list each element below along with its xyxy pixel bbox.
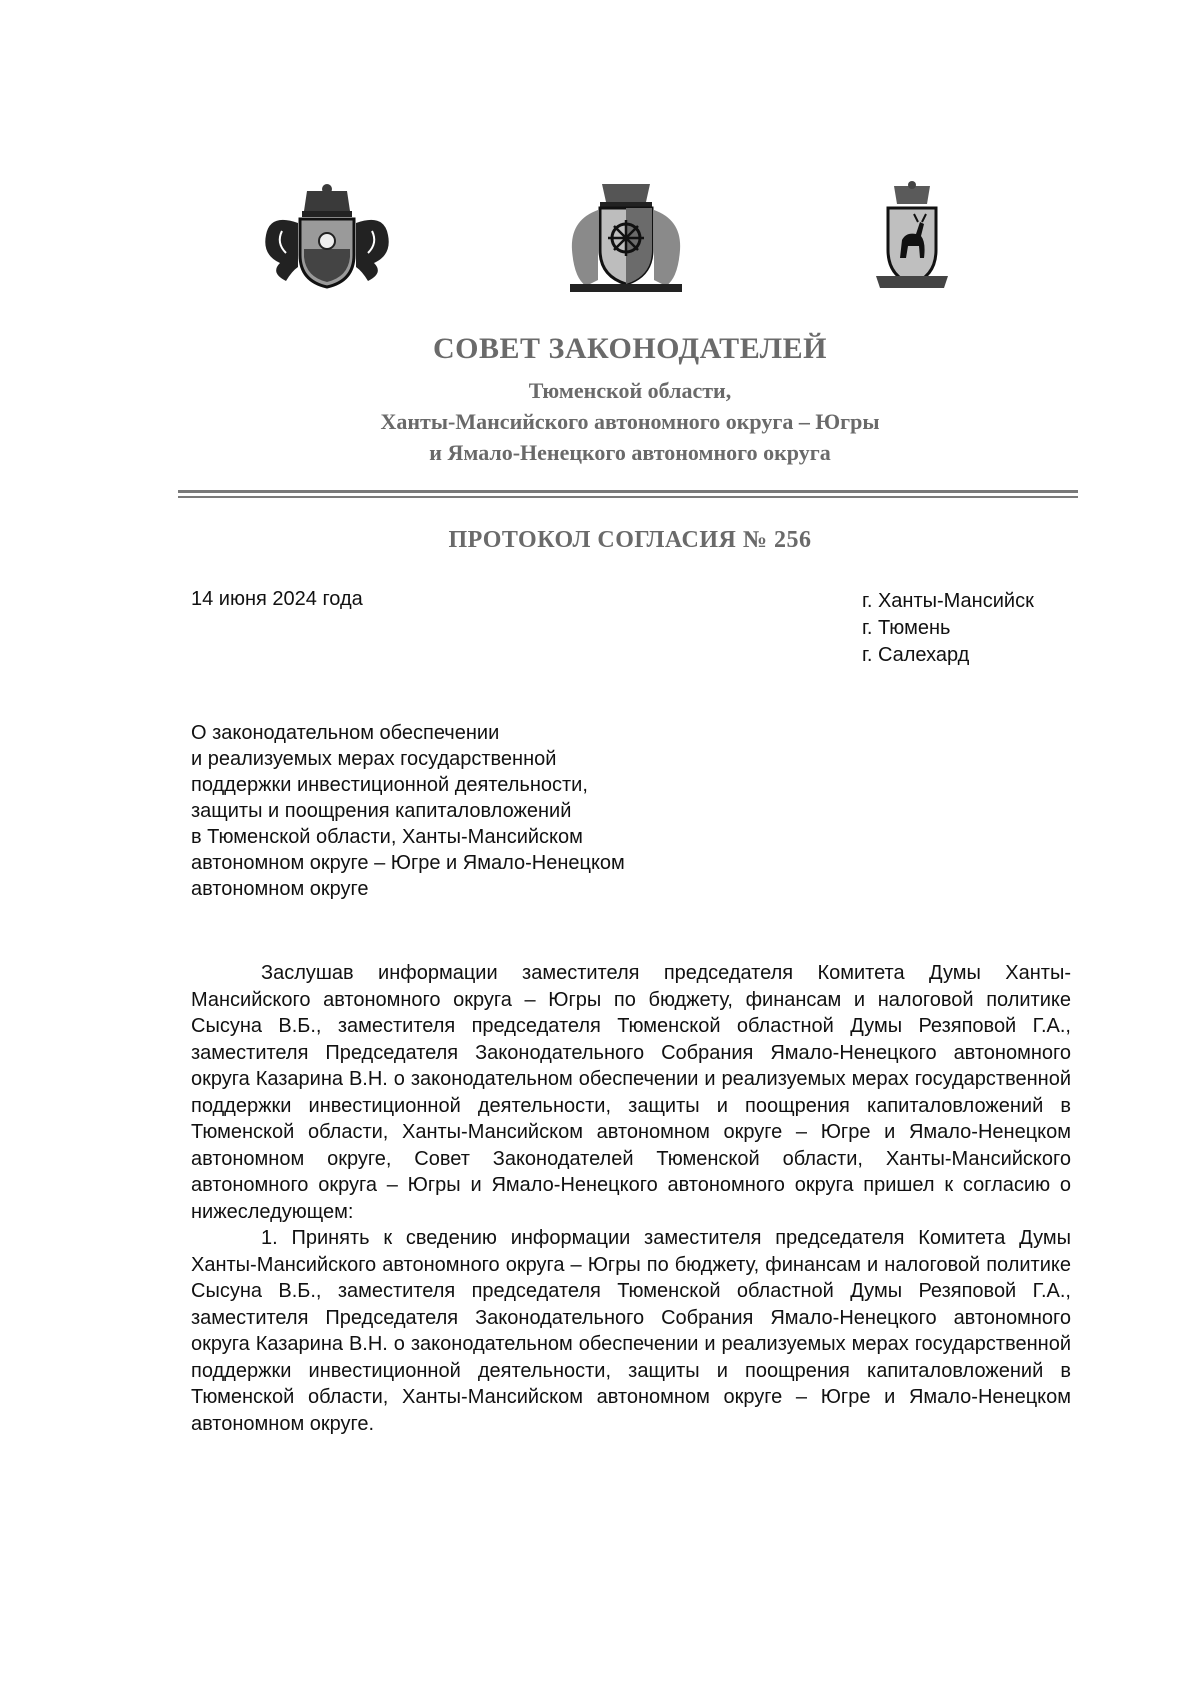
city-item: г. Тюмень <box>862 617 951 639</box>
subject-block <box>191 720 751 902</box>
subject-line: в Тюменской области, Ханты-Мансийском <box>191 826 583 848</box>
subject-line: поддержки инвестиционной деятельности, <box>191 774 588 796</box>
council-subtitle-line: Тюменской области, <box>528 378 732 403</box>
subject-line: защиты и поощрения капиталовложений <box>191 800 572 822</box>
city-item: г. Салехард <box>862 644 970 666</box>
council-title: СОВЕТ ЗАКОНОДАТЕЛЕЙ <box>432 332 828 365</box>
subject-line: автономном округе – Югре и Ямало-Ненецком <box>191 852 625 874</box>
council-subtitle-line: Ханты-Мансийского автономного округа – Югры <box>380 409 880 434</box>
khmao-coat-of-arms-icon <box>556 180 696 295</box>
city-item: г. Ханты-Мансийск <box>862 590 1034 612</box>
body-paragraph: 1. Принять к сведению информации заместителя председателя Комитета Думы Ханты-Мансийского автономного округа – Югры по бюджету, финансам и налоговой политике Сысуна В.Б., заместителя председателя Тюменской областной Думы Резяповой Г.А., заместителя Председателя Законодательного Собрания Ямало-Ненецкого автономного округа Казарина В.Н. о законодательном обеспечении и реализуемых мерах государственной поддержки инвестиционной деятельности, защиты и поощрения капиталовложений в Тюменской области, Ханты-Мансийском автономном округе – Югре и Ямало-Ненецком автономном округе. <box>191 1227 1071 1435</box>
body-text <box>191 960 1071 1437</box>
header-divider <box>178 490 1078 493</box>
tyumen-coat-of-arms-icon <box>252 183 402 293</box>
cities-list <box>862 588 1034 669</box>
protocol-title: ПРОТОКОЛ СОГЛАСИЯ № 256 <box>448 527 812 553</box>
subject-line: и реализуемых мерах государственной <box>191 748 557 770</box>
subject-line: О законодательном обеспечении <box>191 722 500 744</box>
document-date: 14 июня 2024 года <box>191 588 363 610</box>
council-subtitle-line: и Ямало-Ненецкого автономного округа <box>429 440 831 465</box>
subject-line: автономном округе <box>191 878 369 900</box>
yanao-coat-of-arms-icon <box>872 180 952 295</box>
body-paragraph: Заслушав информации заместителя председателя Комитета Думы Ханты-Мансийского автономного округа – Югры по бюджету, финансам и налоговой политике Сысуна В.Б., заместителя председателя Тюменской областной Думы Резяповой Г.А., заместителя Председателя Законодательного Собрания Ямало-Ненецкого автономного округа Казарина В.Н. о законодательном обеспечении и реализуемых мерах государственной поддержки инвестиционной деятельности, защиты и поощрения капиталовложений в Тюменской области, Ханты-Мансийском автономном округе – Югре и Ямало-Ненецком автономном округе, Совет Законодателей Тюменской области, Ханты-Мансийского автономного округа – Югры и Ямало-Ненецкого автономного округа пришел к согласию о нижеследующем: <box>191 962 1071 1223</box>
header-divider-thin <box>178 496 1078 498</box>
